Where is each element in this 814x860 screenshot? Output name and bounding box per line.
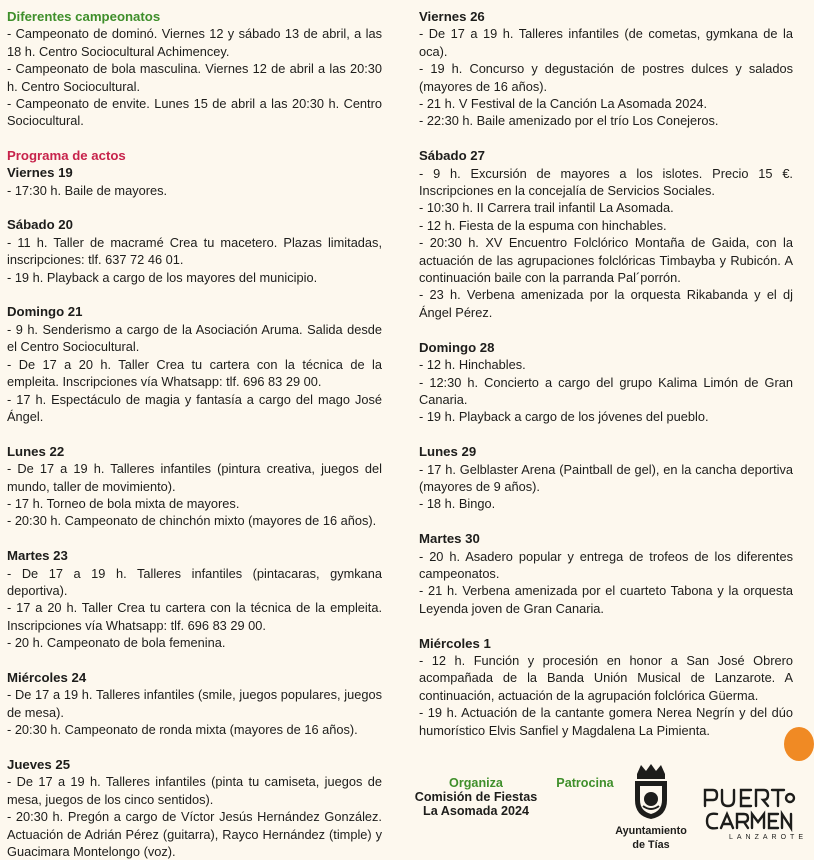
event-line: - 9 h. Excursión de mayores a los islotes. Precio 15 €. Inscripciones en la concejalía de Servicios Sociales. (419, 165, 793, 199)
day-block (419, 8, 793, 130)
event-line: - De 17 a 19 h. Talleres infantiles (pintura creativa, juegos del mundo, taller de movimiento). (7, 461, 382, 494)
event-line: - De 17 a 20 h. Taller Crea tu cartera con la técnica de la empleita. Inscripciones vía Whatsapp: tlf. 696 83 29 00. (7, 356, 382, 390)
event-line: - 19 h. Playback a cargo de los mayores del municipio. (7, 269, 318, 285)
campeonato-line: - Campeonato de dominó. Viernes 12 y sábado 13 de abril, a las 18 h. Centro Sociocultural Achimencey. (7, 26, 382, 59)
day-heading: Lunes 22 (7, 443, 65, 459)
day-heading: Martes 23 (7, 548, 68, 564)
event-line: - 17:30 h. Baile de mayores. (7, 182, 168, 198)
day-block (7, 547, 382, 651)
campeonato-line: - Campeonato de envite. Lunes 15 de abril a las 20:30 h. Centro Sociocultural. (7, 96, 382, 129)
event-line: - 11 h. Taller de macramé Crea tu macetero. Plazas limitadas, inscripciones: tlf. 637 72 46 01. (7, 234, 382, 268)
organiza-line2: La Asomada 2024 (423, 804, 529, 818)
day-heading: Sábado 20 (7, 217, 73, 233)
event-line: - 19 h. Actuación de la cantante gomera Nerea Negrín y del dúo humorístico Elvis Sanfiel y Magdalena La Pimienta. (419, 705, 793, 738)
day-block (7, 164, 382, 199)
day-heading: Martes 30 (419, 531, 480, 547)
orange-circle-decoration (784, 727, 814, 761)
organiza-line1: Comisión de Fiestas (414, 790, 538, 804)
event-line: - De 17 a 19 h. Talleres infantiles (de cometas, gymkana de la oca). (419, 26, 793, 59)
event-line: - 23 h. Verbena amenizada por la orquesta Rikabanda y el dj Ángel Pérez. (419, 287, 793, 320)
event-line: - 20 h. Asadero popular y entrega de trofeos de los diferentes campeonatos. (419, 548, 793, 581)
event-line: - 12:30 h. Concierto a cargo del grupo Kalima Limón de Gran Canaria. (419, 374, 793, 407)
event-line: - 10:30 h. II Carrera trail infantil La Asomada. (419, 200, 674, 216)
event-line: - 20:30 h. Campeonato de ronda mixta (mayores de 16 años). (7, 722, 358, 738)
day-heading: Miércoles 24 (7, 669, 87, 685)
campeonatos-section (7, 8, 382, 130)
day-block (7, 443, 382, 530)
day-heading: Domingo 28 (419, 339, 495, 355)
puerto-del-carmen-logo (701, 784, 808, 842)
organiza-label: Organiza (449, 776, 503, 790)
day-heading: Jueves 25 (7, 756, 71, 772)
event-line: - 9 h. Senderismo a cargo de la Asociación Aruma. Salida desde el Centro Sociocultural. (7, 321, 382, 355)
event-line: - 20:30 h. Pregón a cargo de Víctor Jesús Hernández González. Actuación de Adrián Pérez (guitarra), Rayco Hernández (timple) y Guacimara Montelongo (voz). (7, 809, 382, 859)
day-block (419, 339, 793, 426)
campeonatos-title: Diferentes campeonatos (7, 9, 161, 24)
event-line: - 22:30 h. Baile amenizado por el trío Los Conejeros. (419, 113, 719, 129)
event-line: - 17 h. Torneo de bola mixta de mayores. (7, 495, 240, 511)
event-line: - De 17 a 19 h. Talleres infantiles (pinta tu camiseta, juegos de mesa, juegos de los cinco sentidos). (7, 774, 382, 807)
day-heading: Domingo 21 (7, 304, 83, 320)
event-line: - 21 h. V Festival de la Canción La Asomada 2024. (419, 96, 708, 112)
event-line: - 20:30 h. XV Encuentro Folclórico Montaña de Gaida, con la actuación de las agrupaciones folclóricas Timbayba y Rubicón. A continuación baile con la parranda Pal´porrón. (419, 235, 793, 286)
right-column (419, 8, 793, 739)
event-line: - 20:30 h. Campeonato de chinchón mixto (mayores de 16 años). (7, 513, 377, 529)
day-heading: Lunes 29 (419, 444, 477, 460)
event-line: - 12 h. Función y procesión en honor a San José Obrero acompañada de la Banda Unión Musical de Lanzarote. A continuación, actuación de la agrupación folclórica Güerma. (419, 652, 793, 703)
day-block (7, 669, 382, 739)
day-block (7, 756, 382, 860)
coat-of-arms-icon (631, 762, 671, 820)
patrocina-label: Patrocina (556, 776, 614, 790)
campeonato-line: - Campeonato de bola masculina. Viernes 12 de abril a las 20:30 h. Centro Sociocultural. (7, 61, 382, 94)
ayuntamiento-line1: Ayuntamiento (615, 825, 687, 837)
ayuntamiento-block (610, 762, 692, 851)
day-block (419, 443, 793, 513)
programa-title: Programa de actos (7, 147, 126, 163)
event-line: - 17 h. Gelblaster Arena (Paintball de gel), en la cancha deportiva (mayores de 9 años). (419, 461, 793, 494)
day-block (7, 216, 382, 286)
day-heading: Miércoles 1 (419, 635, 491, 651)
event-line: - 18 h. Bingo. (419, 496, 496, 512)
svg-text:LANZAROTE: LANZAROTE (729, 834, 808, 841)
event-line: - 12 h. Hinchables. (419, 357, 526, 373)
event-line: - 12 h. Fiesta de la espuma con hinchables. (419, 217, 667, 233)
event-line: - 21 h. Verbena amenizada por el cuarteto Tabona y la orquesta Leyenda joven de Gran Canaria. (419, 583, 793, 616)
event-line: - 20 h. Campeonato de bola femenina. (7, 635, 226, 651)
left-column (7, 8, 382, 860)
day-heading: Viernes 19 (7, 165, 73, 181)
ayuntamiento-line2: de Tías (632, 839, 670, 851)
event-line: - 19 h. Concurso y degustación de postres dulces y salados (mayores de 16 años). (419, 61, 793, 94)
event-line: - De 17 a 19 h. Talleres infantiles (pintacaras, gymkana deportiva). (7, 565, 382, 598)
day-block (419, 530, 793, 617)
day-heading: Viernes 26 (419, 9, 485, 24)
day-heading: Sábado 27 (419, 148, 485, 164)
day-block (419, 635, 793, 739)
left-days (7, 164, 382, 860)
event-line: - 17 h. Espectáculo de magia y fantasía a cargo del mago José Ángel. (7, 391, 382, 424)
day-block (7, 303, 382, 425)
organiza-block (414, 776, 538, 818)
event-line: - De 17 a 19 h. Talleres infantiles (smile, juegos populares, juegos de mesa). (7, 687, 382, 720)
day-block (419, 147, 793, 321)
event-line: - 17 a 20 h. Taller Crea tu cartera con la técnica de la empleita. Inscripciones vía Whatsapp: tlf. 696 83 29 00. (7, 600, 382, 633)
event-line: - 19 h. Playback a cargo de los jóvenes del pueblo. (419, 409, 709, 425)
